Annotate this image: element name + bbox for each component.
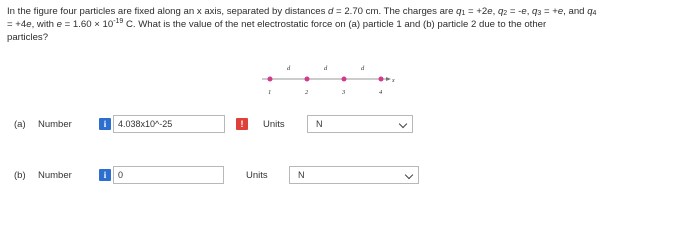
answer-row-a	[0, 115, 679, 135]
units-select-a[interactable]	[307, 115, 413, 133]
warning-icon[interactable]: !	[236, 118, 248, 130]
x-axis-label: x	[392, 78, 395, 84]
number-input-a[interactable]: 4.038x10^-25	[113, 115, 225, 133]
distance-label-3: d	[361, 65, 365, 72]
units-value-b: N	[298, 170, 305, 180]
units-label-a: Units	[263, 119, 285, 130]
info-icon[interactable]: i	[99, 118, 111, 130]
chevron-down-icon	[399, 120, 407, 128]
particle-label-4: 4	[379, 89, 383, 96]
particle-label-1: 1	[268, 89, 272, 96]
particle-4	[379, 77, 384, 82]
distance-label-2: d	[324, 65, 328, 72]
answer-row-b	[0, 166, 679, 186]
part-a-label: (a)	[14, 119, 26, 130]
number-input-b[interactable]: 0	[113, 166, 224, 184]
units-select-b[interactable]	[289, 166, 419, 184]
particle-1	[268, 77, 273, 82]
particle-2	[305, 77, 310, 82]
info-icon[interactable]: i	[99, 169, 111, 181]
units-label-b: Units	[246, 170, 268, 181]
particle-label-2: 2	[305, 89, 309, 96]
axis-arrow	[386, 77, 391, 81]
number-label-a: Number	[38, 119, 72, 130]
distance-label-1: d	[287, 65, 291, 72]
question-text: In the figure four particles are fixed along an x axis, separated by distances d = 2.70 cm. The charges are $q_1 = +2e$, $q_2 = -e$, $q_3 = +e$, and $q_4$ = +4e, with $e = 1.60 \times 10^{-19}$ C. What is the value of the net electrostatic force on (a) particle 1 and (b) particle 2 due to the other particles?	[7, 6, 597, 43]
chevron-down-icon	[405, 171, 413, 179]
units-value-a: N	[316, 119, 323, 129]
particle-figure	[252, 60, 395, 100]
particle-3	[342, 77, 347, 82]
particle-label-3: 3	[342, 89, 346, 96]
part-b-label: (b)	[14, 170, 26, 181]
number-label-b: Number	[38, 170, 72, 181]
